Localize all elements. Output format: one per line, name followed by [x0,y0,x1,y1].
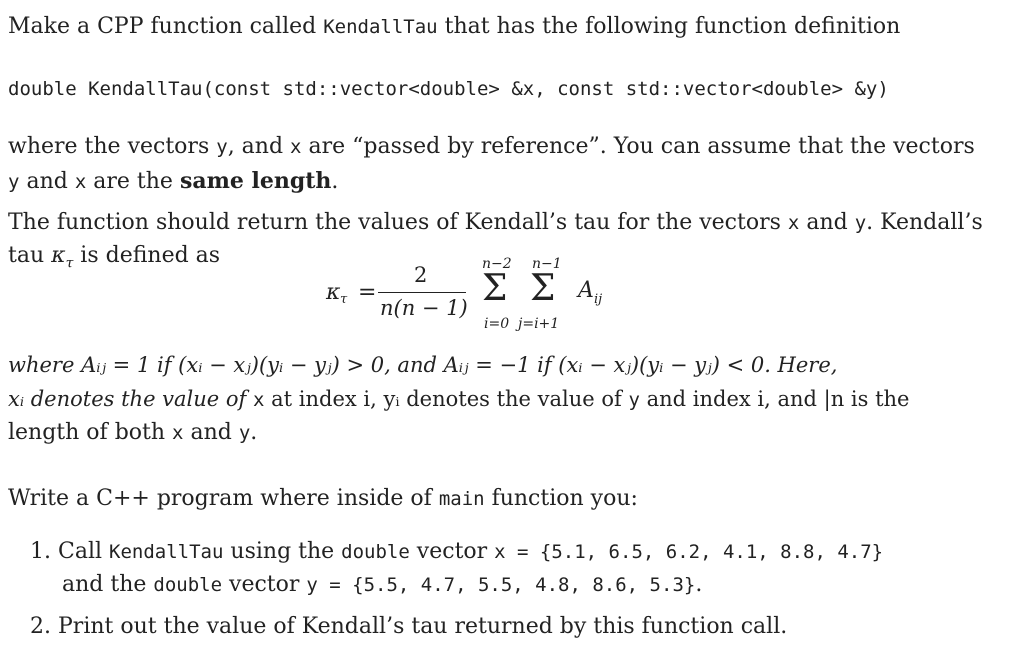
text: tau [8,243,52,268]
sum1-upper: n−2 [482,256,512,272]
var-x: x [290,136,302,158]
text: Print out the value of Kendall’s tau returned by this function call. [58,614,788,639]
list-number: 2. [30,614,51,639]
sum2-sigma: Σ [530,268,556,309]
type-keyword: double [153,574,223,596]
text: Make a CPP function called [8,14,324,39]
var-y: y [854,212,867,234]
intro-line [8,14,900,40]
var-y: y [628,389,640,411]
list-number: 1. [30,539,51,564]
kappa-symbol: κ [51,243,66,268]
text: where the vectors [8,134,217,159]
text: and [183,420,239,445]
paragraph-line [8,168,338,195]
list-item [30,539,883,565]
list-item-continued [62,572,702,598]
text: . Kendall’s [866,210,983,235]
text: and the [62,572,154,597]
definition-line [8,386,909,413]
var-x: x [253,389,265,411]
text: using the [223,539,342,564]
text: Call [58,539,110,564]
var-x: x [74,171,87,193]
main-keyword: main [438,488,485,510]
text: vector [222,572,307,597]
text: and [799,210,855,235]
sum2-upper: n−1 [532,256,562,272]
type-keyword: double [341,541,410,563]
paragraph-line [8,134,975,160]
formula-lhs: κ [326,280,341,305]
function-name: KendallTau [109,541,224,563]
var-x: x [172,422,184,444]
text: is defined as [73,243,221,268]
var-y: y [216,136,228,158]
var-y: y [8,171,20,193]
text: are “passed by reference”. You can assume that the vectors [301,134,975,159]
sum1-sigma: Σ [482,268,508,309]
var-x: x [787,212,800,234]
text: The function should return the values of Kendall’s tau for the vectors [8,210,788,235]
text: at index i, yᵢ denotes the value of [264,387,629,411]
definition-line [8,420,257,446]
vector-x-values: x = {5.1, 6.5, 6.2, 4.1, 8.8, 4.7} [494,541,884,563]
kendall-tau-formula [322,254,642,338]
sum-term: A [578,278,594,303]
text: and index i, and |n is the [639,387,910,411]
text: are the [86,169,180,194]
function-name: KendallTau [323,16,438,38]
equals-sign: = [358,280,377,305]
fraction-bar [378,292,466,293]
task-intro [8,486,638,512]
text: that has the following function definition [437,14,901,39]
text: function you: [484,486,638,511]
sum2-lower: j=i+1 [518,316,560,332]
definition-line: where Aᵢⱼ = 1 if (xᵢ − xⱼ)(yᵢ − yⱼ) > 0, and Aᵢⱼ = −1 if (xᵢ − xⱼ)(yᵢ − yⱼ) < 0. Here, [8,353,838,377]
tau-subscript: τ [65,255,74,272]
text: Write a C++ program where inside of [8,486,439,511]
text: and [19,169,75,194]
var-y: y [238,422,251,444]
text: length of both [8,420,173,445]
text: . [250,420,258,445]
vector-y-values: y = {5.5, 4.7, 5.5, 4.8, 8.6, 5.3} [306,574,696,596]
text: , and [227,134,291,159]
fraction-numerator: 2 [414,263,428,287]
paragraph-line [8,243,220,276]
text: xᵢ denotes the value of [8,387,253,411]
sum1-lower: i=0 [484,316,510,332]
bold-text: same length [179,168,332,194]
sum-term-subscript: ij [594,292,603,307]
function-signature: double KendallTau(const std::vector<double> &x, const std::vector<double> &y) [8,78,889,100]
text: . [695,572,703,597]
text: . [331,169,339,194]
formula-lhs-subscript: τ [340,292,348,307]
text: vector [409,539,495,564]
paragraph-line [8,210,983,236]
fraction-denominator: n(n − 1) [380,296,468,320]
list-item [30,614,787,640]
